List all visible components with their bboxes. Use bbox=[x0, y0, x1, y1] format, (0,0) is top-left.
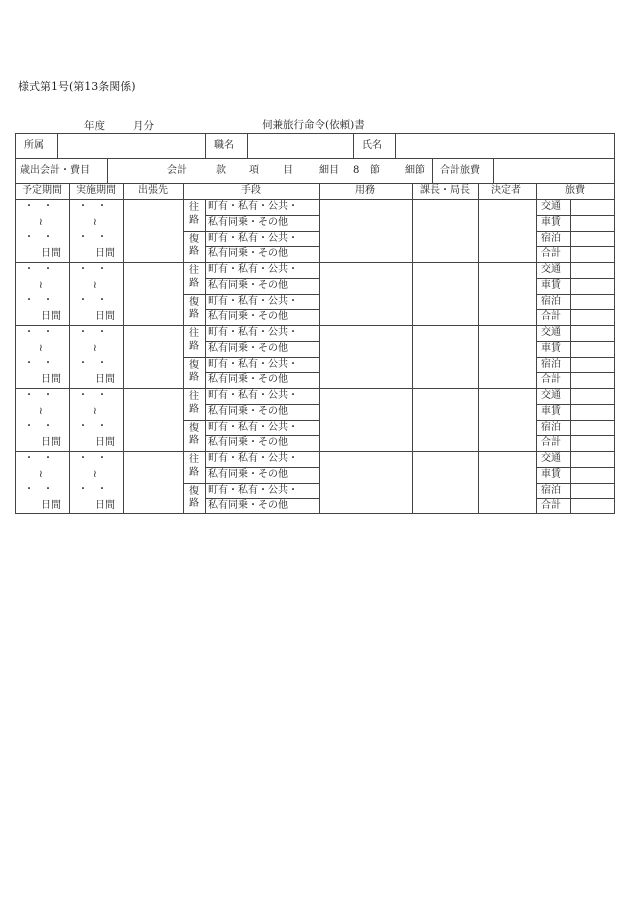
yotei-dot: ・ bbox=[43, 358, 53, 369]
ou-label: 往 bbox=[189, 454, 199, 465]
yotei-kara: ≀ bbox=[39, 343, 43, 354]
shudan-line2: 私有同乗・その他 bbox=[208, 374, 288, 386]
ryohi-goukei: 合計 bbox=[541, 500, 561, 512]
entry-separator bbox=[15, 325, 615, 326]
ryohi-kotsu: 交通 bbox=[541, 453, 561, 464]
ro-label: 路 bbox=[189, 372, 199, 383]
shudan-line2: 私有同乗・その他 bbox=[208, 468, 288, 480]
ryohi-subline bbox=[536, 404, 615, 405]
form-title: 様式第1号(第13条関係) bbox=[18, 80, 136, 93]
yotei-kara: ≀ bbox=[39, 469, 43, 480]
shudan-midline bbox=[183, 420, 319, 421]
yotei-nichikan: 日間 bbox=[41, 248, 61, 259]
travel-order-form bbox=[15, 133, 615, 514]
yotei-dot: ・ bbox=[43, 421, 53, 432]
entry-separator bbox=[15, 262, 615, 263]
shudan-line1: 町有・私有・公共・ bbox=[208, 232, 298, 244]
jisshi-kara: ≀ bbox=[93, 469, 97, 480]
ou-label: 往 bbox=[189, 265, 199, 276]
month-label: 月分 bbox=[133, 120, 154, 132]
jisshi-dot: ・ bbox=[97, 421, 107, 432]
yotei-dot: ・ bbox=[24, 232, 34, 243]
yotei-dot: ・ bbox=[24, 201, 34, 212]
yotei-kara: ≀ bbox=[39, 217, 43, 228]
ryohi-shachin: 車賃 bbox=[541, 405, 561, 417]
entry-separator bbox=[15, 388, 615, 389]
jisshi-nichikan: 日間 bbox=[95, 248, 115, 259]
yotei-dot: ・ bbox=[43, 327, 53, 338]
yotei-nichikan: 日間 bbox=[41, 500, 61, 511]
yotei-dot: ・ bbox=[43, 201, 53, 212]
jisshi-dot: ・ bbox=[97, 453, 107, 464]
ro-label: 路 bbox=[189, 278, 199, 289]
shudan-subline bbox=[205, 467, 319, 468]
ryohi-subline bbox=[536, 278, 615, 279]
jisshi-dot: ・ bbox=[97, 201, 107, 212]
shudan-line2: 私有同乗・その他 bbox=[208, 279, 288, 291]
ro-label: 路 bbox=[189, 404, 199, 415]
fuku-label: 復 bbox=[189, 486, 199, 497]
shudan-midline bbox=[183, 357, 319, 358]
col-ryohi: 旅費 bbox=[565, 185, 585, 196]
ryohi-shachin: 車賃 bbox=[541, 279, 561, 291]
ro-label: 路 bbox=[189, 246, 199, 257]
moku-label: 目 bbox=[283, 165, 293, 176]
yotei-dot: ・ bbox=[24, 358, 34, 369]
shozoku-label: 所属 bbox=[24, 140, 44, 151]
col-yotei: 予定期間 bbox=[22, 185, 62, 196]
yotei-nichikan: 日間 bbox=[41, 374, 61, 385]
jisshi-dot: ・ bbox=[97, 295, 107, 306]
col-shucchousaki: 出張先 bbox=[138, 185, 168, 196]
jisshi-dot: ・ bbox=[78, 358, 88, 369]
saisetsu-label: 細節 bbox=[405, 165, 425, 176]
ro-label: 路 bbox=[189, 215, 199, 226]
yotei-dot: ・ bbox=[43, 264, 53, 275]
ryohi-shukuhaku: 宿泊 bbox=[541, 421, 561, 433]
shudan-line1: 町有・私有・公共・ bbox=[208, 264, 298, 275]
ryohi-kotsu: 交通 bbox=[541, 327, 561, 338]
shudan-line1: 町有・私有・公共・ bbox=[208, 453, 298, 464]
entry-separator bbox=[15, 451, 615, 452]
jisshi-dot: ・ bbox=[78, 327, 88, 338]
ryohi-shachin: 車賃 bbox=[541, 468, 561, 480]
ryohi-goukei: 合計 bbox=[541, 374, 561, 386]
kan-label: 款 bbox=[216, 165, 226, 176]
ryohi-kotsu: 交通 bbox=[541, 390, 561, 401]
shudan-subline bbox=[205, 215, 319, 216]
jisshi-kara: ≀ bbox=[93, 217, 97, 228]
fuku-label: 復 bbox=[189, 423, 199, 434]
shudan-line2: 私有同乗・その他 bbox=[208, 405, 288, 417]
jisshi-dot: ・ bbox=[78, 484, 88, 495]
yotei-dot: ・ bbox=[43, 484, 53, 495]
fuku-label: 復 bbox=[189, 297, 199, 308]
ro-label: 路 bbox=[189, 467, 199, 478]
ro-label: 路 bbox=[189, 309, 199, 320]
ou-label: 往 bbox=[189, 202, 199, 213]
ryohi-shukuhaku: 宿泊 bbox=[541, 232, 561, 244]
ro-label: 路 bbox=[189, 435, 199, 446]
fiscal-year-label: 年度 bbox=[84, 120, 105, 132]
ryohi-shukuhaku: 宿泊 bbox=[541, 358, 561, 370]
goukei-ryohi-field[interactable] bbox=[494, 159, 614, 182]
shudan-line1: 町有・私有・公共・ bbox=[208, 358, 298, 370]
fuku-label: 復 bbox=[189, 234, 199, 245]
ro-label: 路 bbox=[189, 341, 199, 352]
jisshi-dot: ・ bbox=[97, 264, 107, 275]
shudan-line2: 私有同乗・その他 bbox=[208, 342, 288, 354]
jisshi-nichikan: 日間 bbox=[95, 500, 115, 511]
shudan-midline bbox=[183, 483, 319, 484]
jisshi-dot: ・ bbox=[78, 232, 88, 243]
shudan-subline bbox=[205, 341, 319, 342]
saimoku-label: 細目 bbox=[319, 165, 339, 176]
jisshi-nichikan: 日間 bbox=[95, 437, 115, 448]
jisshi-dot: ・ bbox=[78, 264, 88, 275]
shudan-line1: 町有・私有・公共・ bbox=[208, 295, 298, 307]
ryohi-kotsu: 交通 bbox=[541, 201, 561, 212]
shudan-line1: 町有・私有・公共・ bbox=[208, 390, 298, 401]
jisshi-dot: ・ bbox=[78, 390, 88, 401]
shudan-subline bbox=[205, 404, 319, 405]
ryohi-subline bbox=[536, 420, 615, 421]
ro-label: 路 bbox=[189, 498, 199, 509]
jisshi-dot: ・ bbox=[97, 390, 107, 401]
shimei-field[interactable] bbox=[396, 134, 614, 157]
yotei-dot: ・ bbox=[43, 390, 53, 401]
shudan-line1: 町有・私有・公共・ bbox=[208, 201, 298, 212]
col-shudan: 手段 bbox=[241, 185, 261, 196]
ryohi-subline bbox=[536, 467, 615, 468]
ou-label: 往 bbox=[189, 328, 199, 339]
yotei-kara: ≀ bbox=[39, 406, 43, 417]
ryohi-shachin: 車賃 bbox=[541, 216, 561, 228]
jisshi-dot: ・ bbox=[78, 295, 88, 306]
goukei-ryohi-label: 合計旅費 bbox=[440, 165, 480, 176]
yotei-dot: ・ bbox=[24, 327, 34, 338]
yotei-dot: ・ bbox=[24, 295, 34, 306]
yotei-nichikan: 日間 bbox=[41, 311, 61, 322]
shudan-line1: 町有・私有・公共・ bbox=[208, 421, 298, 433]
yotei-dot: ・ bbox=[24, 390, 34, 401]
jisshi-nichikan: 日間 bbox=[95, 374, 115, 385]
shudan-line2: 私有同乗・その他 bbox=[208, 248, 288, 260]
yotei-dot: ・ bbox=[43, 453, 53, 464]
jisshi-kara: ≀ bbox=[93, 280, 97, 291]
ryohi-subline bbox=[536, 215, 615, 216]
ryohi-subline bbox=[536, 231, 615, 232]
shudan-line1: 町有・私有・公共・ bbox=[208, 484, 298, 496]
yotei-nichikan: 日間 bbox=[41, 437, 61, 448]
saishutsu-label: 歳出会計・費目 bbox=[20, 165, 90, 176]
ou-label: 往 bbox=[189, 391, 199, 402]
shudan-line2: 私有同乗・その他 bbox=[208, 216, 288, 228]
shimei-label: 氏名 bbox=[362, 140, 382, 151]
shudan-line1: 町有・私有・公共・ bbox=[208, 327, 298, 338]
ryohi-subline bbox=[536, 341, 615, 342]
shudan-line2: 私有同乗・その他 bbox=[208, 500, 288, 512]
shudan-subline bbox=[205, 278, 319, 279]
ryohi-goukei: 合計 bbox=[541, 437, 561, 449]
ryohi-shachin: 車賃 bbox=[541, 342, 561, 354]
shudan-line2: 私有同乗・その他 bbox=[208, 311, 288, 323]
jisshi-kara: ≀ bbox=[93, 343, 97, 354]
jisshi-dot: ・ bbox=[78, 421, 88, 432]
ryohi-subline bbox=[536, 483, 615, 484]
yotei-dot: ・ bbox=[24, 484, 34, 495]
jisshi-dot: ・ bbox=[97, 327, 107, 338]
ryohi-goukei: 合計 bbox=[541, 311, 561, 323]
ryohi-shukuhaku: 宿泊 bbox=[541, 295, 561, 307]
yotei-kara: ≀ bbox=[39, 280, 43, 291]
yotei-dot: ・ bbox=[43, 232, 53, 243]
jisshi-kara: ≀ bbox=[93, 406, 97, 417]
shozoku-field[interactable] bbox=[58, 134, 204, 157]
kaikei-label: 会計 bbox=[167, 165, 187, 176]
ryohi-shukuhaku: 宿泊 bbox=[541, 484, 561, 496]
ryohi-subline bbox=[536, 357, 615, 358]
col-ketteisha: 決定者 bbox=[491, 185, 521, 196]
shudan-line2: 私有同乗・その他 bbox=[208, 437, 288, 449]
yotei-dot: ・ bbox=[24, 453, 34, 464]
col-youmu: 用務 bbox=[355, 185, 375, 196]
jisshi-dot: ・ bbox=[78, 453, 88, 464]
setsu-label: 節 bbox=[370, 165, 380, 176]
jisshi-nichikan: 日間 bbox=[95, 311, 115, 322]
col-jisshi: 実施期間 bbox=[76, 185, 116, 196]
document-title: 伺兼旅行命令(依頼)書 bbox=[262, 119, 365, 131]
shokumei-label: 職名 bbox=[214, 140, 234, 151]
jisshi-dot: ・ bbox=[97, 358, 107, 369]
yotei-dot: ・ bbox=[24, 264, 34, 275]
shudan-midline bbox=[183, 294, 319, 295]
yotei-dot: ・ bbox=[43, 295, 53, 306]
shudan-midline bbox=[183, 231, 319, 232]
shokumei-field[interactable] bbox=[248, 134, 352, 157]
jisshi-dot: ・ bbox=[97, 484, 107, 495]
setsu-number: 8 bbox=[353, 165, 360, 176]
jisshi-dot: ・ bbox=[78, 201, 88, 212]
col-kachou: 課長・局長 bbox=[420, 185, 470, 196]
fuku-label: 復 bbox=[189, 360, 199, 371]
ryohi-kotsu: 交通 bbox=[541, 264, 561, 275]
kou-label: 項 bbox=[249, 165, 259, 176]
ryohi-goukei: 合計 bbox=[541, 248, 561, 260]
ryohi-subline bbox=[536, 294, 615, 295]
jisshi-dot: ・ bbox=[97, 232, 107, 243]
yotei-dot: ・ bbox=[24, 421, 34, 432]
